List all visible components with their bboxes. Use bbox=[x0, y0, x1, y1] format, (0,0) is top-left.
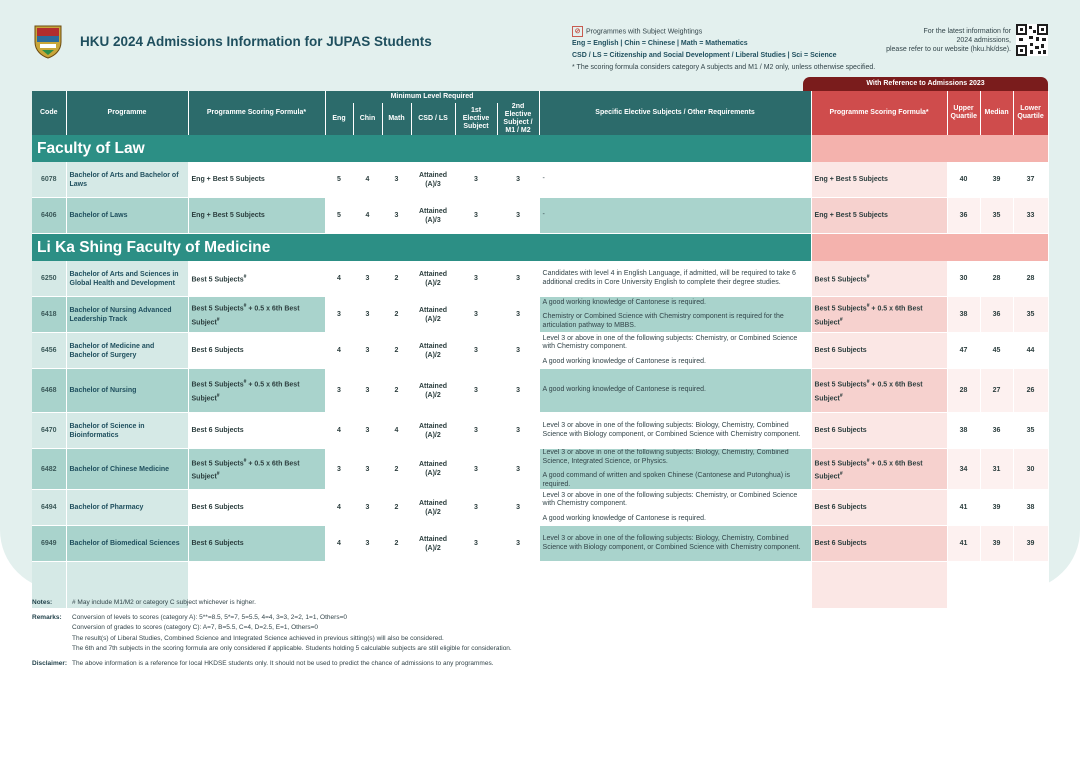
notes-label: Notes: bbox=[32, 599, 53, 606]
remarks-text: The 6th and 7th subjects in the scoring formula are only considered if applicable. Students holding 5 calculable subjects are still eligible for consideration. bbox=[72, 645, 512, 652]
legend-note: * The scoring formula considers category A subjects and M1 / M2 only, unless otherwise specified. bbox=[572, 64, 876, 72]
legend-abbreviations-2: CSD / LS = Citizenship and Social Development / Liberal Studies | Sci = Science bbox=[572, 52, 837, 60]
requirement-text: - bbox=[542, 175, 545, 183]
ref-scoring-formula: Eng + Best 5 Subjects bbox=[811, 198, 947, 234]
level-2nd-elective: 3 bbox=[497, 261, 539, 297]
level-chin: 3 bbox=[353, 261, 382, 297]
disclaimer-label: Disclaimer: bbox=[32, 659, 68, 667]
requirements bbox=[539, 369, 811, 413]
table-row bbox=[32, 261, 1048, 297]
level-csd-ls: Attained (A)/3 bbox=[411, 162, 455, 198]
header-csd-ls: CSD / LS bbox=[411, 103, 455, 135]
header-lower-quartile: Lower Quartile bbox=[1013, 91, 1048, 135]
scoring-formula: Best 5 Subjects# bbox=[188, 261, 325, 297]
ref-scoring-formula: Best 6 Subjects bbox=[811, 490, 947, 526]
requirement-text: Level 3 or above in one of the following subjects: Biology, Chemistry, Combined Science with Biology component, or Combined Science with Chemistry component. bbox=[542, 535, 801, 551]
programme-name: Bachelor of Pharmacy bbox=[66, 490, 188, 526]
level-eng: 4 bbox=[325, 413, 353, 449]
header-upper-quartile: Upper Quartile bbox=[947, 91, 980, 135]
lower-quartile: 37 bbox=[1013, 162, 1048, 198]
programme-code: 6482 bbox=[32, 449, 66, 490]
legend-title: Programmes with Subject Weightings bbox=[586, 28, 703, 36]
level-eng: 3 bbox=[325, 449, 353, 490]
level-chin: 3 bbox=[353, 449, 382, 490]
level-2nd-elective: 3 bbox=[497, 413, 539, 449]
requirement-text: A good command of written and spoken Chinese (Cantonese and Putonghua) is required. bbox=[542, 472, 791, 488]
level-chin: 3 bbox=[353, 490, 382, 526]
programme-name: Bachelor of Biomedical Sciences bbox=[66, 526, 188, 562]
requirements bbox=[539, 490, 811, 526]
faculty-reference-band bbox=[811, 234, 1048, 262]
remarks-text: Conversion of grades to scores (category C): A=7, B=5.5, C=4, D=2.5, E=1, Others=0 bbox=[72, 624, 319, 631]
requirement-text: Level 3 or above in one of the following subjects: Biology, Chemistry, Combined Science with Biology component, or Combined Science with Chemistry component. bbox=[542, 422, 801, 438]
lower-quartile: 26 bbox=[1013, 369, 1048, 413]
level-csd-ls: Attained (A)/3 bbox=[411, 198, 455, 234]
level-csd-ls: Attained (A)/2 bbox=[411, 449, 455, 490]
faculty-reference-band bbox=[811, 135, 1048, 162]
level-2nd-elective: 3 bbox=[497, 490, 539, 526]
level-csd-ls: Attained (A)/2 bbox=[411, 413, 455, 449]
lower-quartile: 35 bbox=[1013, 297, 1048, 333]
level-1st-elective: 3 bbox=[455, 297, 497, 333]
header-math: Math bbox=[382, 103, 411, 135]
level-chin: 4 bbox=[353, 198, 382, 234]
level-2nd-elective: 3 bbox=[497, 333, 539, 369]
programme-name: Bachelor of Laws bbox=[66, 198, 188, 234]
programme-code: 6456 bbox=[32, 333, 66, 369]
median: 28 bbox=[980, 261, 1013, 297]
median: 36 bbox=[980, 413, 1013, 449]
header-chin: Chin bbox=[353, 103, 382, 135]
header-2nd-elective: 2nd Elective Subject / M1 / M2 bbox=[497, 103, 539, 135]
programme-code: 6078 bbox=[32, 162, 66, 198]
ref-scoring-formula: Best 6 Subjects bbox=[811, 526, 947, 562]
ref-scoring-formula: Best 5 Subjects# + 0.5 x 6th Best Subject# bbox=[811, 369, 947, 413]
remarks-label: Remarks: bbox=[32, 613, 62, 621]
header-code: Code bbox=[32, 91, 66, 135]
median: 45 bbox=[980, 333, 1013, 369]
median: 36 bbox=[980, 297, 1013, 333]
table-row bbox=[32, 413, 1048, 449]
requirement-text: Level 3 or above in one of the following subjects: Biology, Chemistry, Combined Science, Integrated Science, or Physics. bbox=[542, 449, 789, 465]
disclaimer-row bbox=[32, 659, 1048, 670]
upper-quartile: 28 bbox=[947, 369, 980, 413]
lower-quartile: 44 bbox=[1013, 333, 1048, 369]
requirements bbox=[539, 198, 811, 234]
level-csd-ls: Attained (A)/2 bbox=[411, 297, 455, 333]
table-header-row bbox=[32, 91, 1048, 103]
lower-quartile: 38 bbox=[1013, 490, 1048, 526]
requirements bbox=[539, 162, 811, 198]
level-1st-elective: 3 bbox=[455, 369, 497, 413]
table-row bbox=[32, 297, 1048, 333]
website-info-line: 2024 admissions, bbox=[956, 37, 1011, 44]
level-chin: 3 bbox=[353, 369, 382, 413]
page-title: HKU 2024 Admissions Information for JUPAS Students bbox=[80, 34, 432, 49]
scoring-formula: Best 6 Subjects bbox=[188, 333, 325, 369]
programme-name: Bachelor of Chinese Medicine bbox=[66, 449, 188, 490]
level-eng: 5 bbox=[325, 162, 353, 198]
legend-abbreviations-1: Eng = English | Chin = Chinese | Math = Mathematics bbox=[572, 40, 748, 48]
level-2nd-elective: 3 bbox=[497, 297, 539, 333]
level-chin: 3 bbox=[353, 333, 382, 369]
requirement-text: Candidates with level 4 in English Language, if admitted, will be required to take 6 additional credits in Core University English to complete their degree studies. bbox=[542, 270, 796, 286]
header-ref-scoring-formula: Programme Scoring Formula* bbox=[811, 91, 947, 135]
qr-code-icon[interactable] bbox=[1016, 24, 1048, 56]
requirement-text: A good working knowledge of Cantonese is required. bbox=[542, 298, 706, 306]
header-1st-elective: 1st Elective Subject bbox=[455, 103, 497, 135]
level-eng: 4 bbox=[325, 261, 353, 297]
programme-code: 6418 bbox=[32, 297, 66, 333]
level-1st-elective: 3 bbox=[455, 526, 497, 562]
level-eng: 5 bbox=[325, 198, 353, 234]
level-2nd-elective: 3 bbox=[497, 369, 539, 413]
faculty-heading-row bbox=[32, 135, 1048, 162]
upper-quartile: 38 bbox=[947, 413, 980, 449]
notes-row bbox=[32, 598, 1048, 609]
level-math: 4 bbox=[382, 413, 411, 449]
website-info-line: For the latest information for bbox=[923, 28, 1011, 35]
programme-code: 6406 bbox=[32, 198, 66, 234]
remarks-text: The result(s) of Liberal Studies, Combined Science and Integrated Science achieved in previous sitting(s) will also be considered. bbox=[72, 634, 444, 642]
lower-quartile: 35 bbox=[1013, 413, 1048, 449]
ref-scoring-formula: Best 5 Subjects# + 0.5 x 6th Best Subject# bbox=[811, 297, 947, 333]
level-math: 2 bbox=[382, 261, 411, 297]
requirement-text: A good working knowledge of Cantonese is required. bbox=[542, 386, 706, 394]
programme-name: Bachelor of Science in Bioinformatics bbox=[66, 413, 188, 449]
header-median: Median bbox=[980, 91, 1013, 135]
admissions-table bbox=[32, 91, 1049, 608]
table-row bbox=[32, 198, 1048, 234]
notes-section bbox=[32, 598, 1048, 669]
requirements bbox=[539, 261, 811, 297]
level-csd-ls: Attained (A)/2 bbox=[411, 526, 455, 562]
level-1st-elective: 3 bbox=[455, 413, 497, 449]
programme-code: 6468 bbox=[32, 369, 66, 413]
median: 39 bbox=[980, 526, 1013, 562]
website-info-link[interactable]: please refer to our website (hku.hk/dse). bbox=[886, 46, 1011, 53]
scoring-formula: Best 6 Subjects bbox=[188, 490, 325, 526]
lower-quartile: 28 bbox=[1013, 261, 1048, 297]
header-minimum-level: Minimum Level Required bbox=[325, 91, 539, 103]
programme-name: Bachelor of Arts and Sciences in Global Health and Development bbox=[66, 261, 188, 297]
level-math: 2 bbox=[382, 297, 411, 333]
level-csd-ls: Attained (A)/2 bbox=[411, 261, 455, 297]
requirements bbox=[539, 333, 811, 369]
level-2nd-elective: 3 bbox=[497, 449, 539, 490]
level-csd-ls: Attained (A)/2 bbox=[411, 369, 455, 413]
upper-quartile: 47 bbox=[947, 333, 980, 369]
programme-code: 6494 bbox=[32, 490, 66, 526]
faculty-name: Faculty of Law bbox=[32, 135, 811, 162]
scoring-formula: Eng + Best 5 Subjects bbox=[188, 162, 325, 198]
level-1st-elective: 3 bbox=[455, 449, 497, 490]
website-info bbox=[841, 27, 1011, 54]
level-eng: 3 bbox=[325, 369, 353, 413]
upper-quartile: 40 bbox=[947, 162, 980, 198]
requirement-text: Level 3 or above in one of the following subjects: Chemistry, or Combined Science with Chemistry component. bbox=[542, 491, 798, 508]
level-eng: 4 bbox=[325, 333, 353, 369]
subject-weighting-icon: ⊘ bbox=[572, 26, 583, 37]
upper-quartile: 30 bbox=[947, 261, 980, 297]
programme-name: Bachelor of Nursing bbox=[66, 369, 188, 413]
median: 39 bbox=[980, 490, 1013, 526]
table-row bbox=[32, 162, 1048, 198]
requirement-text: - bbox=[542, 211, 545, 219]
table-row bbox=[32, 449, 1048, 490]
level-math: 2 bbox=[382, 490, 411, 526]
level-chin: 4 bbox=[353, 162, 382, 198]
level-csd-ls: Attained (A)/2 bbox=[411, 490, 455, 526]
lower-quartile: 33 bbox=[1013, 198, 1048, 234]
scoring-formula: Eng + Best 5 Subjects bbox=[188, 198, 325, 234]
median: 31 bbox=[980, 449, 1013, 490]
header-requirements: Specific Elective Subjects / Other Requirements bbox=[539, 91, 811, 135]
level-1st-elective: 3 bbox=[455, 490, 497, 526]
level-2nd-elective: 3 bbox=[497, 162, 539, 198]
table-row bbox=[32, 526, 1048, 562]
level-chin: 3 bbox=[353, 297, 382, 333]
level-math: 3 bbox=[382, 162, 411, 198]
programme-name: Bachelor of Arts and Bachelor of Laws bbox=[66, 162, 188, 198]
median: 39 bbox=[980, 162, 1013, 198]
remarks-text: Conversion of levels to scores (category A): 5**=8.5, 5*=7, 5=5.5, 4=4, 3=3, 2=2, 1=1, Others=0 bbox=[72, 613, 347, 621]
upper-quartile: 36 bbox=[947, 198, 980, 234]
disclaimer-text: The above information is a reference for local HKDSE students only. It should not be used to predict the chance of admissions to any programmes. bbox=[72, 659, 494, 667]
level-chin: 3 bbox=[353, 413, 382, 449]
scoring-formula: Best 5 Subjects# + 0.5 x 6th Best Subject# bbox=[188, 369, 325, 413]
faculty-heading-row bbox=[32, 234, 1048, 262]
level-eng: 4 bbox=[325, 526, 353, 562]
legend bbox=[572, 26, 875, 74]
requirement-text: A good working knowledge of Cantonese is required. bbox=[542, 357, 706, 365]
ref-scoring-formula: Best 6 Subjects bbox=[811, 333, 947, 369]
header-programme: Programme bbox=[66, 91, 188, 135]
hku-crest-logo bbox=[32, 24, 64, 60]
scoring-formula: Best 5 Subjects# + 0.5 x 6th Best Subject# bbox=[188, 297, 325, 333]
level-eng: 3 bbox=[325, 297, 353, 333]
upper-quartile: 38 bbox=[947, 297, 980, 333]
requirements bbox=[539, 526, 811, 562]
table-row bbox=[32, 490, 1048, 526]
scoring-formula: Best 5 Subjects# + 0.5 x 6th Best Subject# bbox=[188, 449, 325, 490]
level-math: 2 bbox=[382, 369, 411, 413]
level-csd-ls: Attained (A)/2 bbox=[411, 333, 455, 369]
requirements bbox=[539, 297, 811, 333]
lower-quartile: 39 bbox=[1013, 526, 1048, 562]
level-1st-elective: 3 bbox=[455, 333, 497, 369]
remarks-row bbox=[32, 613, 1048, 655]
level-math: 2 bbox=[382, 333, 411, 369]
ref-scoring-formula: Eng + Best 5 Subjects bbox=[811, 162, 947, 198]
level-1st-elective: 3 bbox=[455, 198, 497, 234]
programme-name: Bachelor of Medicine and Bachelor of Surgery bbox=[66, 333, 188, 369]
ref-scoring-formula: Best 5 Subjects# + 0.5 x 6th Best Subject# bbox=[811, 449, 947, 490]
faculty-name: Li Ka Shing Faculty of Medicine bbox=[32, 234, 811, 262]
level-math: 2 bbox=[382, 526, 411, 562]
upper-quartile: 34 bbox=[947, 449, 980, 490]
programme-code: 6949 bbox=[32, 526, 66, 562]
level-2nd-elective: 3 bbox=[497, 526, 539, 562]
requirement-text: Level 3 or above in one of the following subjects: Chemistry, or Combined Science with Chemistry component. bbox=[542, 334, 798, 351]
header-scoring-formula: Programme Scoring Formula* bbox=[188, 91, 325, 135]
programme-code: 6250 bbox=[32, 261, 66, 297]
programme-code: 6470 bbox=[32, 413, 66, 449]
table-row bbox=[32, 369, 1048, 413]
lower-quartile: 30 bbox=[1013, 449, 1048, 490]
table-row bbox=[32, 333, 1048, 369]
requirements bbox=[539, 413, 811, 449]
level-eng: 4 bbox=[325, 490, 353, 526]
scoring-formula: Best 6 Subjects bbox=[188, 413, 325, 449]
scoring-formula: Best 6 Subjects bbox=[188, 526, 325, 562]
level-1st-elective: 3 bbox=[455, 261, 497, 297]
median: 35 bbox=[980, 198, 1013, 234]
reference-2023-banner: With Reference to Admissions 2023 bbox=[803, 77, 1048, 91]
level-1st-elective: 3 bbox=[455, 162, 497, 198]
level-chin: 3 bbox=[353, 526, 382, 562]
requirements bbox=[539, 449, 811, 490]
upper-quartile: 41 bbox=[947, 526, 980, 562]
level-math: 3 bbox=[382, 198, 411, 234]
programme-name: Bachelor of Nursing Advanced Leadership Track bbox=[66, 297, 188, 333]
level-2nd-elective: 3 bbox=[497, 198, 539, 234]
notes-text: # May include M1/M2 or category C subject whichever is higher. bbox=[72, 599, 256, 606]
median: 27 bbox=[980, 369, 1013, 413]
level-math: 2 bbox=[382, 449, 411, 490]
requirement-text: A good working knowledge of Cantonese is required. bbox=[542, 514, 706, 522]
requirement-text: Chemistry or Combined Science with Chemistry component is required for the articulation pathway to MBBS. bbox=[542, 313, 784, 329]
upper-quartile: 41 bbox=[947, 490, 980, 526]
header-eng: Eng bbox=[325, 103, 353, 135]
ref-scoring-formula: Best 5 Subjects# bbox=[811, 261, 947, 297]
ref-scoring-formula: Best 6 Subjects bbox=[811, 413, 947, 449]
